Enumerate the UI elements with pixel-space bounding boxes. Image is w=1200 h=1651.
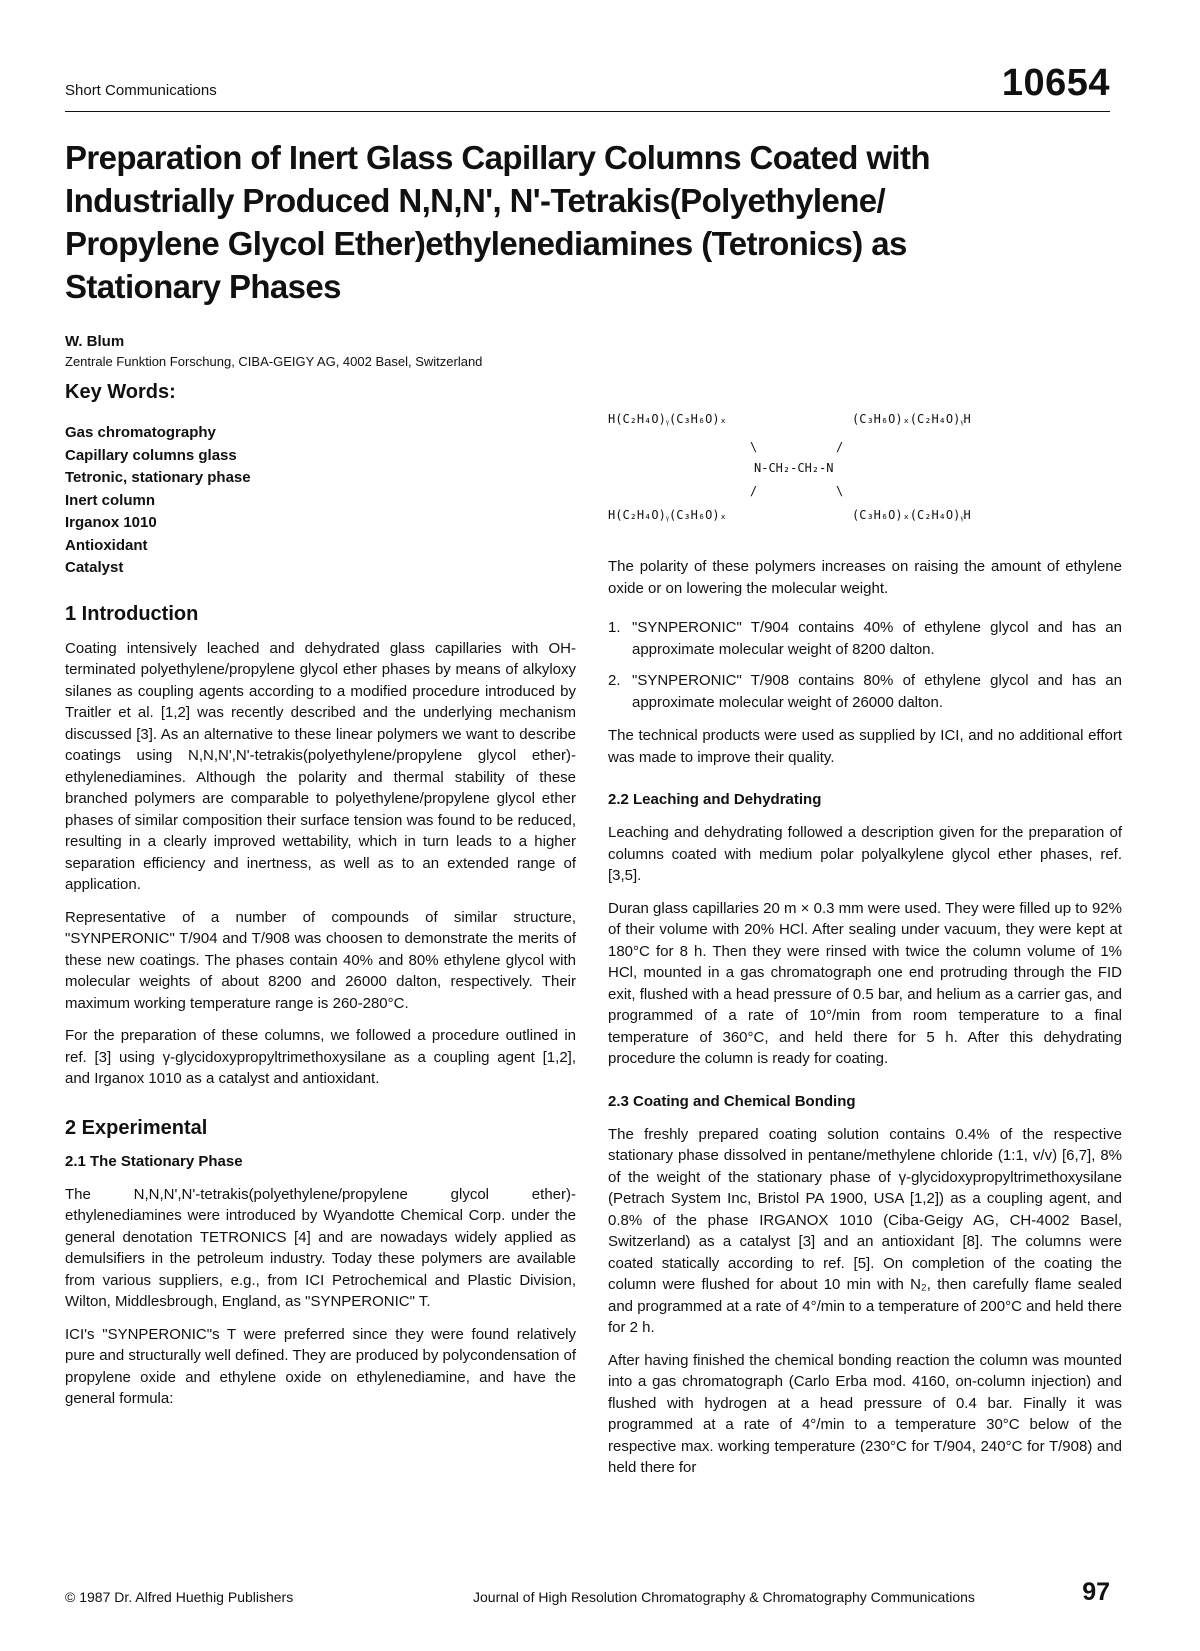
leaching-heading: 2.2 Leaching and Dehydrating <box>608 791 822 808</box>
keyword-item: Inert column <box>65 491 156 509</box>
keywords-list <box>65 422 576 580</box>
formula-group-bottom-left: H(C₂H₄O)ᵧ(C₃H₆O)ₓ <box>608 508 727 522</box>
list-number: 1. <box>608 619 621 636</box>
list-text: "SYNPERONIC" T/908 contains 80% of ethylene glycol and has an approximate molecular weight of 26000 dalton. <box>632 672 1122 711</box>
left-column <box>65 380 576 1421</box>
author-affiliation: Zentrale Funktion Forschung, CIBA-GEIGY AG, 4002 Basel, Switzerland <box>65 354 483 369</box>
keyword-item: Irganox 1010 <box>65 514 157 531</box>
keyword-item: Gas chromatography <box>65 424 216 441</box>
list-item <box>608 670 1122 713</box>
formula-bond: / <box>750 484 758 498</box>
list-number: 2. <box>608 672 621 689</box>
keyword-item: Antioxidant <box>65 536 148 554</box>
list-text: "SYNPERONIC" T/904 contains 40% of ethylene glycol and has an approximate molecular weight of 8200 dalton. <box>632 619 1122 658</box>
intro-paragraph: For the preparation of these columns, we followed a procedure outlined in ref. [3] using γ-glycidoxypropyltrimethoxysilane as a coupling agent [1,2], and Irganox 1010 as a catalyst and antioxidant. <box>65 1027 576 1087</box>
article-number: 10654 <box>1001 62 1110 104</box>
list-item <box>608 617 1122 660</box>
formula-group-bottom-right: (C₃H₆O)ₓ(C₂H₄O)ᵧH <box>852 508 971 522</box>
footer-journal: Journal of High Resolution Chromatography & Chromatography Communications <box>473 1589 975 1605</box>
synperonic-list <box>608 617 1122 713</box>
formula-bond: / <box>836 440 844 454</box>
formula-center: N-CH₂-CH₂-N <box>754 461 834 475</box>
page-number: 97 <box>1082 1578 1110 1606</box>
formula-bond: \ <box>836 484 844 498</box>
general-formula <box>608 404 1122 538</box>
polarity-paragraph: The polarity of these polymers increases on raising the amount of ethylene oxide or on lowering the molecular weight. <box>608 558 1122 597</box>
leaching-paragraph: Leaching and dehydrating followed a description given for the preparation of columns coated with medium polar polyalkylene glycol ether phases, ref. [3,5]. <box>608 824 1122 884</box>
intro-paragraph: Representative of a number of compounds of similar structure, "SYNPERONIC" T/904 and T/908 was choosen to demonstrate the merits of these new coatings. The phases contain 40% and 80% ethylene glycol with molecular weights of about 8200 and 26000 dalton, respectively. Their maximum working temperature range is 260-280°C. <box>65 908 576 1012</box>
intro-paragraph: Coating intensively leached and dehydrated glass capillaries with OH-terminated polyethylene/propylene glycol ether phases by means of alkyloxy silanes as coupling agents according to a modified procedure introduced by Traitler et al. [1,2] was recently described and the underlying mechanism discussed [3]. As an alternative to these linear polymers we want to describe coatings using N,N,N',N'-tetrakis(polyethylene/propylene glycol ether)-ethylenediamines. Although the polarity and thermal stability of these branched polymers are comparable to polyethylene/propylene glycol ether phases of similar composition their surface tension was found to be reduced, resulting in a clearly improved wettability, which in turn leads to a higher separation efficiency and inertness, as well as to an extended range of application. <box>65 639 576 893</box>
running-head: Short Communications <box>65 82 217 99</box>
coating-heading: 2.3 Coating and Chemical Bonding <box>608 1092 856 1110</box>
formula-group-top-right: (C₃H₆O)ₓ(C₂H₄O)ᵧH <box>852 412 971 426</box>
header-rule <box>65 111 1110 112</box>
keyword-item: Catalyst <box>65 559 124 576</box>
coating-paragraph: After having finished the chemical bonding reaction the column was mounted into a gas chromatograph (Carlo Erba mod. 4160, on-column injection) and flushed with hydrogen at a head pressure of 0.4 bar. Finally it was programmed at a rate of 4°/min to a temperature 30°C below of the respective max. working temperature (230°C for T/904, 240°C for T/908) and held there for <box>608 1351 1122 1476</box>
footer-copyright: © 1987 Dr. Alfred Huethig Publishers <box>65 1589 294 1605</box>
title-line: Industrially Produced N,N,N', N'-Tetrakis(Polyethylene/ <box>65 182 886 219</box>
experimental-heading: 2 Experimental <box>65 1116 208 1139</box>
technical-paragraph: The technical products were used as supplied by ICI, and no additional effort was made to improve their quality. <box>608 727 1122 766</box>
stationary-phase-heading: 2.1 The Stationary Phase <box>65 1152 243 1170</box>
stationary-phase-paragraph: The N,N,N',N'-tetrakis(polyethylene/propylene glycol ether)-ethylenediamines were introduced by Wyandotte Chemical Corp. under the general denotation TETRONICS [4] and are nowadays widely applied as demulsifiers in the petroleum industry. Today these polymers are available from various suppliers, e.g., from ICI Petrochemical and Plastic Division, Wilton, Middlesbrough, England, as "SYNPERONIC" T. <box>65 1185 576 1310</box>
leaching-paragraph: Duran glass capillaries 20 m × 0.3 mm were used. They were filled up to 92% of their volume with 20% HCl. After sealing under vacuum, they were kept at 180°C for 8 h. Then they were rinsed with twice the column volume of 1% HCl, mounted in a gas chromatograph one end protruding through the FID exit, flushed with a head pressure of 0.5 bar, and helium as a carrier gas, and programmed of a rate of 10°/min from room temperature to a final temperature of 360°C, and held there for 5 h. After this dehydrating procedure the column is ready for coating. <box>608 899 1122 1067</box>
title-line: Propylene Glycol Ether)ethylenediamines (Tetronics) as <box>65 225 907 262</box>
intro-heading: 1 Introduction <box>65 602 199 625</box>
formula-group-top-left: H(C₂H₄O)ᵧ(C₃H₆O)ₓ <box>608 412 727 426</box>
article-title <box>65 136 1125 308</box>
right-column <box>608 404 1122 1490</box>
keyword-item: Tetronic, stationary phase <box>65 469 251 486</box>
title-line: Preparation of Inert Glass Capillary Columns Coated with <box>65 139 930 176</box>
author-name: W. Blum <box>65 333 125 350</box>
keywords-heading: Key Words: <box>65 381 176 403</box>
title-line: Stationary Phases <box>65 268 341 305</box>
keyword-item: Capillary columns glass <box>65 446 237 464</box>
stationary-phase-paragraph: ICI's "SYNPERONIC"s T were preferred since they were found relatively pure and structurally well defined. They are produced by polycondensation of propylene oxide and ethylene oxide on ethylenediamine, and have the general formula: <box>65 1325 576 1407</box>
formula-bond: \ <box>750 440 758 454</box>
coating-paragraph: The freshly prepared coating solution contains 0.4% of the respective stationary phase dissolved in pentane/methylene chloride (1:1, v/v) [6,7], 8% of the weight of the stationary phase of γ-glycidoxypropyltrimethoxysilane (Petrach System Inc, Bristol PA 1900, USA [1,2]) as a coupling agent, and 0.8% of the phase IRGANOX 1010 (Ciba-Geigy AG, CH-4002 Basel, Switzerland) as a catalyst [3] and an antioxidant [8]. The columns were coated statically according to ref. [5]. On completion of the coating the column were flushed for about 10 min with N₂, then carefully flame sealed and programmed at a rate of 4°/min to a temperature of 200°C and held there for 2 h. <box>608 1125 1122 1336</box>
